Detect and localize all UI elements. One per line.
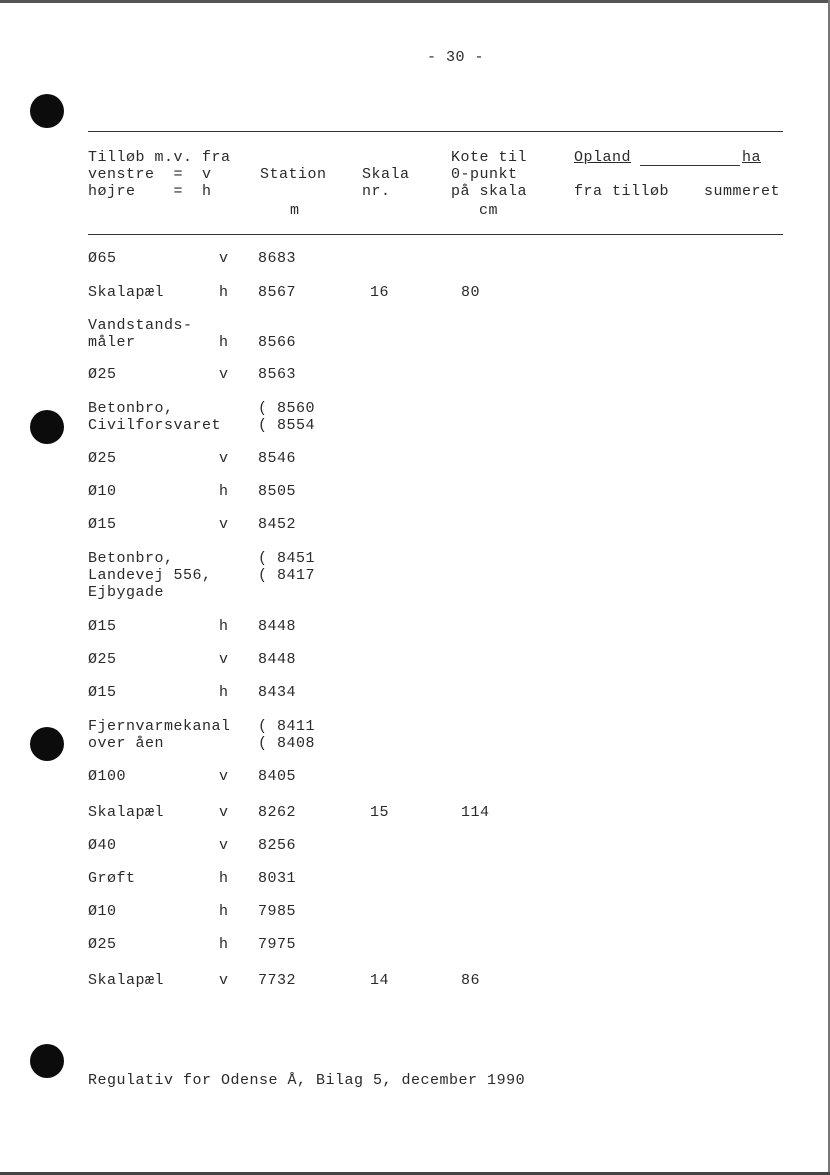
- row-name: Ø25: [88, 936, 117, 953]
- row-station: 8434: [258, 684, 297, 701]
- header-skala: Skala: [362, 166, 410, 183]
- table-row: [0, 618, 830, 652]
- header-opland-underline: [640, 165, 740, 166]
- row-station: 7985: [258, 903, 297, 920]
- header-ha: ha: [742, 149, 762, 166]
- row-station: 8452: [258, 516, 297, 533]
- row-name: Ø15: [88, 684, 117, 701]
- header-station: Station: [260, 166, 327, 183]
- page-number: - 30 -: [427, 49, 485, 66]
- row-station: 8256: [258, 837, 297, 854]
- row-side: h: [219, 684, 229, 701]
- row-name: Ø25: [88, 651, 117, 668]
- row-name: Skalapæl: [88, 284, 165, 301]
- row-station: 8546: [258, 450, 297, 467]
- row-name: Ø65: [88, 250, 117, 267]
- header-top-rule: [88, 131, 783, 132]
- header-col1-line1: Tilløb m.v. fra: [88, 149, 231, 166]
- table-row: [0, 903, 830, 937]
- row-station: 8566: [258, 334, 297, 351]
- row-skala: 15: [370, 804, 390, 821]
- table-row: [0, 718, 830, 752]
- row-station: 8448: [258, 651, 297, 668]
- table-row: [0, 250, 830, 284]
- row-station: 8683: [258, 250, 297, 267]
- table-row: [0, 936, 830, 970]
- header-fra-tilloeb: fra tilløb: [574, 183, 670, 200]
- header-kote-unit: cm: [479, 202, 499, 219]
- table-row: [0, 651, 830, 685]
- row-station: 8567: [258, 284, 297, 301]
- row-name: Ø100: [88, 768, 127, 785]
- table-row: [0, 450, 830, 484]
- row-side: h: [219, 903, 229, 920]
- scan-top-edge: [0, 0, 830, 3]
- row-station: 8262: [258, 804, 297, 821]
- row-side: v: [219, 516, 229, 533]
- header-skala-nr: nr.: [362, 183, 391, 200]
- row-name: Betonbro, Landevej 556, Ejbygade: [88, 550, 212, 601]
- row-side: v: [219, 972, 229, 989]
- row-station: 7732: [258, 972, 297, 989]
- row-name: Vandstands- måler: [88, 317, 193, 351]
- header-bottom-rule: [88, 234, 783, 235]
- row-side: h: [219, 483, 229, 500]
- row-side: v: [219, 768, 229, 785]
- row-station: 8031: [258, 870, 297, 887]
- row-name: Betonbro, Civilforsvaret: [88, 400, 222, 434]
- table-row: [0, 870, 830, 904]
- row-skala: 16: [370, 284, 390, 301]
- table-row: [0, 366, 830, 400]
- row-skala: 14: [370, 972, 390, 989]
- row-station: 8405: [258, 768, 297, 785]
- row-side: h: [219, 334, 229, 351]
- row-side: v: [219, 366, 229, 383]
- row-name: Skalapæl: [88, 972, 165, 989]
- row-side: v: [219, 250, 229, 267]
- row-name: Skalapæl: [88, 804, 165, 821]
- table-row: [0, 550, 830, 601]
- row-station: ( 8451 ( 8417: [258, 550, 316, 584]
- header-col1-line3: højre = h: [88, 183, 212, 200]
- header-opland: Opland: [574, 149, 632, 166]
- row-name: Ø25: [88, 366, 117, 383]
- row-name: Ø15: [88, 618, 117, 635]
- header-kote-line2: 0-punkt: [451, 166, 518, 183]
- table-row: [0, 804, 830, 838]
- punch-hole: [30, 94, 64, 128]
- table-row: [0, 837, 830, 871]
- row-station: 7975: [258, 936, 297, 953]
- row-station: ( 8560 ( 8554: [258, 400, 316, 434]
- row-side: h: [219, 870, 229, 887]
- table-row: [0, 768, 830, 802]
- row-name: Ø15: [88, 516, 117, 533]
- row-side: v: [219, 651, 229, 668]
- header-summeret: summeret: [704, 183, 781, 200]
- row-side: v: [219, 804, 229, 821]
- header-kote-line3: på skala: [451, 183, 528, 200]
- row-name: Fjernvarmekanal over åen: [88, 718, 231, 752]
- header-kote-line1: Kote til: [451, 149, 528, 166]
- table-row: [0, 317, 830, 351]
- table-row: [0, 483, 830, 517]
- row-side: v: [219, 450, 229, 467]
- table-row: [0, 516, 830, 550]
- row-station: 8448: [258, 618, 297, 635]
- table-row: [0, 972, 830, 1006]
- row-name: Grøft: [88, 870, 136, 887]
- header-col1-line2: venstre = v: [88, 166, 212, 183]
- row-side: v: [219, 837, 229, 854]
- row-kote: 80: [461, 284, 481, 301]
- table-row: [0, 400, 830, 434]
- row-kote: 86: [461, 972, 481, 989]
- row-side: h: [219, 618, 229, 635]
- row-name: Ø10: [88, 483, 117, 500]
- row-name: Ø25: [88, 450, 117, 467]
- table-row: [0, 284, 830, 318]
- row-name: Ø40: [88, 837, 117, 854]
- row-station: ( 8411 ( 8408: [258, 718, 316, 752]
- row-station: 8563: [258, 366, 297, 383]
- row-kote: 114: [461, 804, 490, 821]
- row-name: Ø10: [88, 903, 117, 920]
- row-side: h: [219, 936, 229, 953]
- row-station: 8505: [258, 483, 297, 500]
- row-side: h: [219, 284, 229, 301]
- footer-text: Regulativ for Odense Å, Bilag 5, december 1990: [88, 1072, 526, 1089]
- punch-hole: [30, 1044, 64, 1078]
- header-station-unit: m: [290, 202, 300, 219]
- table-row: [0, 684, 830, 718]
